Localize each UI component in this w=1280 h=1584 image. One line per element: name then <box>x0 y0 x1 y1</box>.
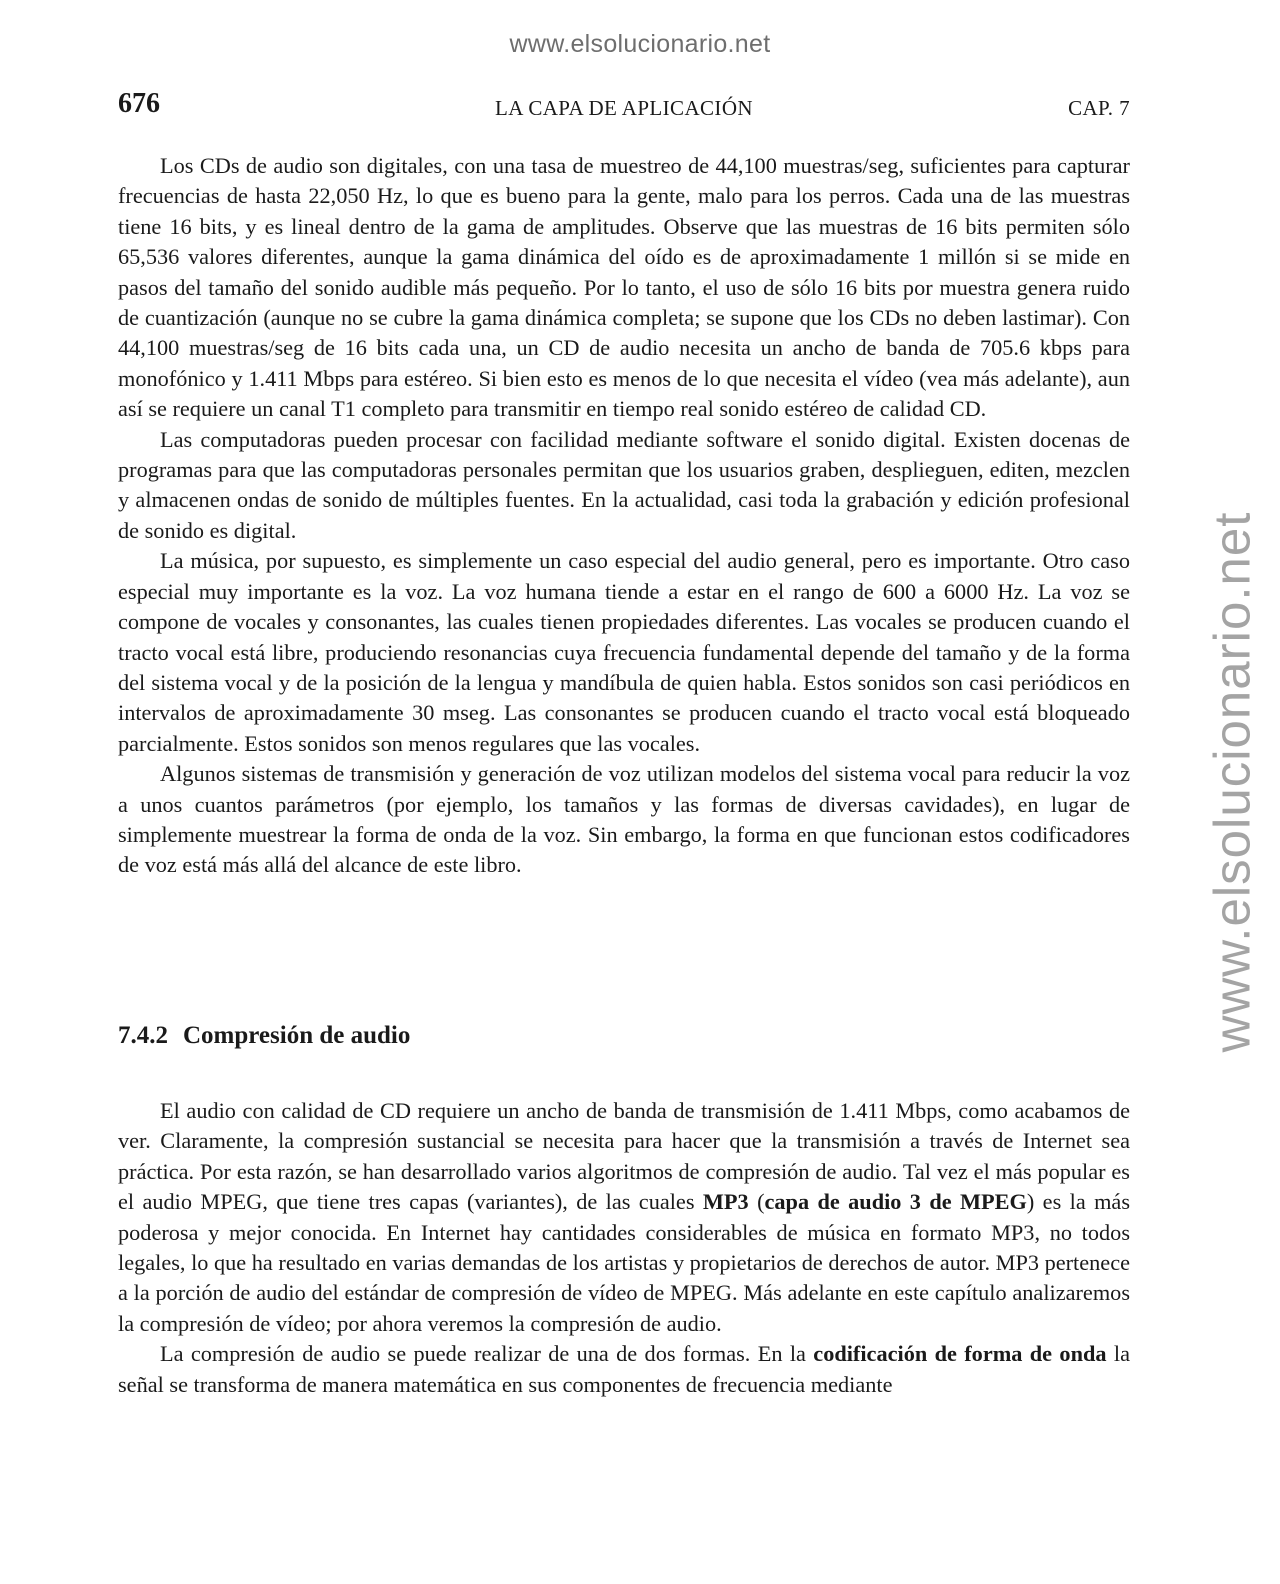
paragraph-cd-audio: Los CDs de audio son digitales, con una tasa de muestreo de 44,100 muestras/seg, suficientes para capturar frecuencias de hasta 22,050 Hz, lo que es bueno para la gente, malo para los perros. Cada una de las muestras tiene 16 bits, y es lineal dentro de la gama de amplitudes. Observe que las muestras de 16 bits permiten sólo 65,536 valores diferentes, aunque la gama dinámica del oído es de aproximadamente 1 millón si se mide en pasos del tamaño del sonido audible más pequeño. Por lo tanto, el uso de sólo 16 bits por muestra genera ruido de cuantización (aunque no se cubre la gama dinámica completa; se supone que los CDs no deben lastimar). Con 44,100 muestras/seg de 16 bits cada una, un CD de audio necesita un ancho de banda de 705.6 kbps para monofónico y 1.411 Mbps para estéreo. Si bien esto es menos de lo que necesita el vídeo (vea más adelante), aun así se requiere un canal T1 completo para transmitir en tiempo real sonido estéreo de calidad CD. <box>118 153 1130 422</box>
running-title: LA CAPA DE APLICACIÓN <box>495 96 753 120</box>
page-number: 676 <box>118 88 160 119</box>
chapter-label: CAP. 7 <box>1068 96 1130 120</box>
section-heading <box>118 1022 410 1050</box>
text-run: ) es la más poderosa y mejor conocida. En Internet hay cantidades considerables de música en formato MP3, no todos legales, lo que ha resultado en varias demandas de los artistas y propietarios de derechos de autor. MP3 pertenece a la porción de audio del estándar de compresión de vídeo de MPEG. Más adelante en este capítulo analizaremos la compresión de vídeo; por ahora veremos la compresión de audio. <box>118 1189 1131 1336</box>
paragraph-audio-compression <box>118 1096 1130 1339</box>
paragraph-music-voice: La música, por supuesto, es simplemente un caso especial del audio general, pero es importante. Otro caso especial muy importante es la voz. La voz humana tiende a estar en el rango de 600 a 6000 Hz. La voz se compone de vocales y consonantes, las cuales tienen propiedades diferentes. Las vocales se producen cuando el tracto vocal está libre, produciendo resonancias cuya frecuencia fundamental depende del tamaño y de la forma del sistema vocal y de la posición de la lengua y mandíbula de quien habla. Estos sonidos son casi periódicos en intervalos de aproximadamente 30 mseg. Las consonantes se producen cuando el tracto vocal está bloqueado parcialmente. Estos sonidos son menos regulares que las vocales. <box>118 548 1130 756</box>
section-title: Compresión de audio <box>183 1022 411 1049</box>
term-mpeg-audio-layer: capa de audio 3 de MPEG <box>764 1189 1027 1215</box>
paragraph-computers-sound: Las computadoras pueden procesar con facilidad mediante software el sonido digital. Existen docenas de programas para que las computadoras personales permitan que los usuarios graben, desplieguen, editen, mezclen y almacenen ondas de sonido de múltiples fuentes. En la actualidad, casi toda la grabación y edición profesional de sonido es digital. <box>118 426 1130 543</box>
section-number: 7.4.2 <box>118 1022 168 1049</box>
text-run: ( <box>748 1189 765 1215</box>
paragraph-vocoders: Algunos sistemas de transmisión y generación de voz utilizan modelos del sistema vocal para reducir la voz a unos cuantos parámetros (por ejemplo, los tamaños y las formas de diversas cavidades), en lugar de simplemente muestrear la forma de onda de la voz. Sin embargo, la forma en que funcionan estos codificadores de voz está más allá del alcance de este libro. <box>118 761 1130 878</box>
term-mp3: MP3 <box>702 1189 749 1215</box>
text-run: la señal se transforma de manera matemática en sus componentes de frecuencia mediante <box>118 1341 1130 1397</box>
term-waveform-coding: codificación de forma de onda <box>813 1341 1107 1367</box>
body-text-bottom <box>118 1096 1130 1400</box>
body-text-top <box>118 151 1130 881</box>
paragraph-waveform-coding <box>118 1339 1130 1400</box>
text-run: El audio con calidad de CD requiere un ancho de banda de transmisión de 1.411 Mbps, como acabamos de ver. Claramente, la compresión sustancial se necesita para hacer que la transmisión a través de Internet sea práctica. Por esta razón, se han desarrollado varios algoritmos de compresión de audio. Tal vez el más popular es el audio MPEG, que tiene tres capas (variantes), de las cuales <box>118 1098 1130 1215</box>
watermark-top: www.elsolucionario.net <box>509 30 771 58</box>
watermark-side: www.elsolucionario.net <box>1203 511 1261 1053</box>
running-header <box>118 88 1130 124</box>
text-run: La compresión de audio se puede realizar de una de dos formas. En la <box>160 1341 814 1367</box>
